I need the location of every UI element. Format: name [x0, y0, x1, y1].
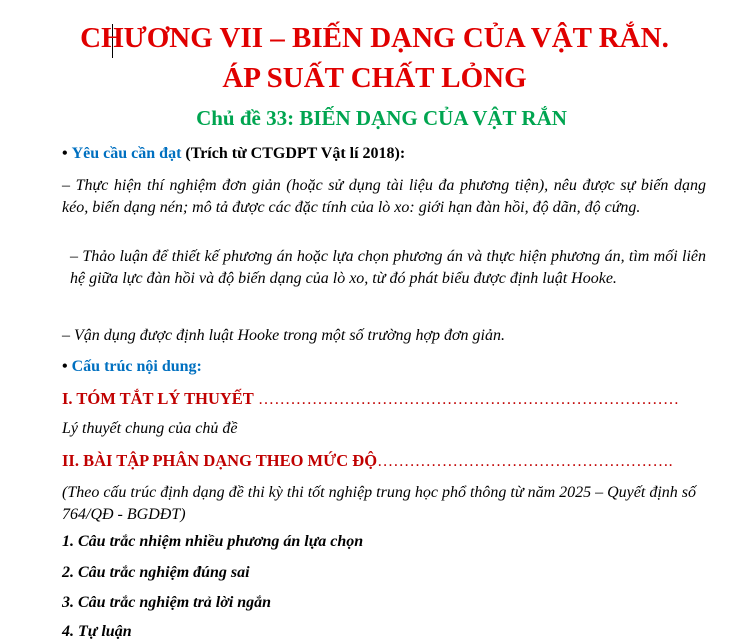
requirement-item: – Thực hiện thí nghiệm đơn giản (hoặc sử dụng tài liệu đa phương tiện), nêu được sự biến dạng kéo, biến dạng nén; mô tả được các đặc tính của lò xo: giới hạn đàn hồi, độ dãn, độ cứng.: [62, 177, 706, 216]
list-item: 3. Câu trắc nghiệm trả lời ngắn: [62, 594, 272, 611]
structure-heading: • Cấu trúc nội dung:: [62, 358, 202, 375]
section2-note: (Theo cấu trúc định dạng đề thi kỳ thi tốt nghiệp trung học phổ thông từ năm 2025 – Quyết định số 764/QĐ - BGDĐT): [62, 484, 696, 523]
list-item: 1. Câu trắc nhiệm nhiều phương án lựa chọn: [62, 533, 364, 550]
requirement-item: – Thảo luận để thiết kế phương án hoặc lựa chọn phương án và thực hiện phương án, tìm mối liên hệ giữa lực đàn hồi và độ biến dạng của lò xo, từ đó phát biểu được định luật Hooke.: [70, 248, 706, 287]
topic-subtitle: Chủ đề 33: BIẾN DẠNG CỦA VẬT RẮN: [196, 106, 567, 130]
requirements-label: Yêu cầu cần đạt: [71, 145, 182, 162]
chapter-title: CHƯƠNG VII – BIẾN DẠNG CỦA VẬT RẮN.: [80, 22, 669, 54]
section2-heading: II. BÀI TẬP PHÂN DẠNG THEO MỨC ĐỘ……………………………………………….: [62, 451, 673, 470]
list-item: 4. Tự luận: [62, 623, 132, 640]
list-item: 2. Câu trắc nghiệm đúng sai: [62, 564, 250, 581]
requirements-source: (Trích từ CTGDPT Vật lí 2018):: [185, 145, 406, 162]
requirements-heading: • Yêu cầu cần đạt (Trích từ CTGDPT Vật lí 2018):: [62, 145, 406, 162]
chapter-title-line2: ÁP SUẤT CHẤT LỎNG: [222, 62, 527, 94]
requirement-item: – Vận dụng được định luật Hooke trong một số trường hợp đơn giản.: [62, 327, 505, 344]
section1-heading: I. TÓM TẮT LÝ THUYẾT ……………………………………………………………………: [62, 389, 680, 408]
structure-label: Cấu trúc nội dung:: [71, 358, 202, 375]
section1-text: Lý thuyết chung của chủ đề: [62, 420, 238, 437]
